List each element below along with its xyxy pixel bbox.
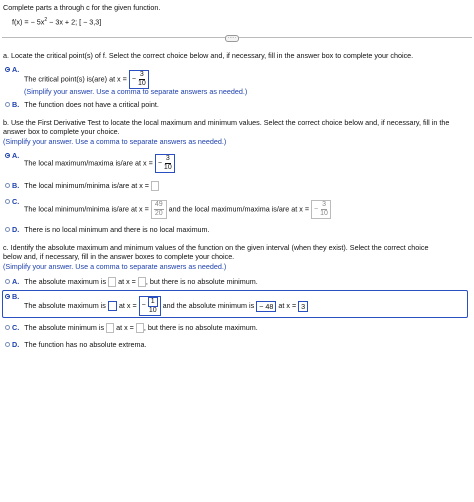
- option-text: The absolute minimum is: [24, 323, 105, 332]
- abs-min-x-answer[interactable]: 3: [298, 301, 308, 312]
- radio-selected-icon[interactable]: [5, 153, 10, 158]
- part-c-option-d[interactable]: [5, 340, 146, 349]
- expand-more-button[interactable]: ·····: [225, 35, 239, 42]
- option-text: The local minimum/minima is/are at x =: [24, 181, 150, 190]
- part-c-option-b[interactable]: [5, 292, 19, 301]
- radio-icon[interactable]: [5, 279, 10, 284]
- part-b-option-b[interactable]: [5, 181, 159, 191]
- function-exponent: 2: [44, 17, 48, 23]
- part-a-option-a[interactable]: [5, 65, 19, 74]
- part-b-option-c[interactable]: [5, 197, 19, 206]
- answer-sign: −: [314, 205, 319, 213]
- option-letter: B.: [12, 181, 20, 190]
- function-suffix: − 3x + 2; [ − 3,3]: [47, 17, 102, 27]
- option-text: The function has no absolute extrema.: [24, 340, 147, 349]
- radio-selected-icon[interactable]: [5, 294, 10, 299]
- local-min-input[interactable]: [151, 181, 159, 191]
- abs-max-input[interactable]: [108, 301, 117, 311]
- option-text-2: and the local maximum/maxima is/are at x =: [168, 204, 310, 214]
- part-b-hint: (Simplify your answer. Use a comma to separate answers as needed.): [3, 137, 227, 146]
- abs-max-x-answer[interactable]: [139, 296, 161, 316]
- abs-max-input[interactable]: [108, 277, 116, 287]
- local-max-answer[interactable]: [155, 154, 175, 173]
- option-text: The critical point(s) is(are) at x =: [24, 74, 127, 84]
- part-c-question-line2: below and, if necessary, fill in the answer boxes to complete your choice.: [3, 252, 235, 261]
- radio-icon[interactable]: [5, 342, 10, 347]
- function-definition: [12, 17, 101, 26]
- part-c-hint: (Simplify your answer. Use a comma to separate answers as needed.): [3, 262, 227, 271]
- option-letter: A.: [12, 65, 20, 74]
- answer-numerator: 3: [139, 71, 144, 78]
- answer-sign: −: [157, 159, 162, 167]
- answer-numerator: 1: [148, 297, 158, 307]
- part-b-option-c-text: [24, 200, 331, 219]
- radio-icon[interactable]: [5, 183, 10, 188]
- answer-sign: −: [141, 302, 146, 309]
- part-a-option-b[interactable]: [5, 100, 159, 109]
- part-c-option-b-text: [24, 296, 308, 316]
- part-c-option-c[interactable]: [5, 323, 258, 333]
- option-text-2: at x =: [116, 323, 134, 332]
- part-b-question-line1: b. Use the First Derivative Test to locate the local maximum and minimum values. Select the correct choice below and, if necessary, fill in the: [3, 118, 450, 127]
- option-text: The absolute maximum is: [24, 300, 106, 310]
- part-a-question: a. Locate the critical point(s) of f. Select the correct choice below and, if necessary, fill in the answer box to complete your choice.: [3, 51, 414, 60]
- part-b-option-a-text: [24, 154, 175, 173]
- option-letter: D.: [12, 340, 20, 349]
- option-text-2: at x =: [118, 300, 137, 310]
- abs-min-answer[interactable]: − 48: [256, 301, 276, 312]
- radio-selected-icon[interactable]: [5, 67, 10, 72]
- part-c-question-line1: c. Identify the absolute maximum and minimum values of the function on the given interval (when they exist). Select the correct choice: [3, 243, 429, 252]
- abs-max-x-input[interactable]: [138, 277, 146, 287]
- radio-icon[interactable]: [5, 199, 10, 204]
- option-text-4: at x =: [278, 300, 297, 310]
- answer-denominator: 10: [163, 164, 172, 171]
- option-text: The function does not have a critical point.: [24, 100, 159, 109]
- answer-denominator: 10: [320, 210, 328, 217]
- answer-numerator: 3: [322, 201, 326, 208]
- option-letter: B.: [12, 292, 20, 301]
- option-text-3: , but there is no absolute maximum.: [143, 323, 258, 332]
- option-letter: C.: [12, 197, 20, 206]
- option-letter: C.: [12, 323, 20, 332]
- answer-denominator: 20: [154, 210, 163, 217]
- option-text-2: at x =: [118, 277, 136, 286]
- part-b-option-a[interactable]: [5, 151, 19, 160]
- abs-min-x-input[interactable]: [136, 323, 144, 333]
- option-letter: B.: [12, 100, 20, 109]
- option-letter: A.: [12, 277, 20, 286]
- option-letter: D.: [12, 225, 20, 234]
- option-letter: A.: [12, 151, 20, 160]
- answer-sign: −: [131, 75, 136, 83]
- radio-icon[interactable]: [5, 227, 10, 232]
- option-text: There is no local minimum and there is no local maximum.: [24, 225, 210, 234]
- local-max-answer[interactable]: [311, 200, 331, 219]
- answer-denominator: 10: [148, 307, 157, 314]
- radio-icon[interactable]: [5, 325, 10, 330]
- answer-numerator: 49: [154, 201, 163, 208]
- part-c-option-a[interactable]: [5, 277, 258, 287]
- option-text: The local maximum/maxima is/are at x =: [24, 158, 153, 168]
- local-min-answer[interactable]: [151, 200, 167, 219]
- part-b-question-line2: answer box to complete your choice.: [3, 127, 120, 136]
- instruction-text: Complete parts a through c for the given function.: [3, 3, 161, 12]
- abs-min-input[interactable]: [106, 323, 114, 333]
- option-text: The local minimum/minima is/are at x =: [24, 204, 149, 214]
- answer-numerator: 3: [165, 155, 170, 162]
- part-a-hint: (Simplify your answer. Use a comma to separate answers as needed.): [24, 87, 248, 96]
- option-text-3: and the absolute minimum is: [162, 300, 255, 310]
- part-b-option-d[interactable]: [5, 225, 210, 234]
- option-text: The absolute maximum is: [24, 277, 107, 286]
- option-text-3: , but there is no absolute minimum.: [145, 277, 258, 286]
- function-prefix: f(x) = − 5x: [12, 17, 45, 27]
- radio-icon[interactable]: [5, 102, 10, 107]
- answer-denominator: 10: [137, 80, 146, 87]
